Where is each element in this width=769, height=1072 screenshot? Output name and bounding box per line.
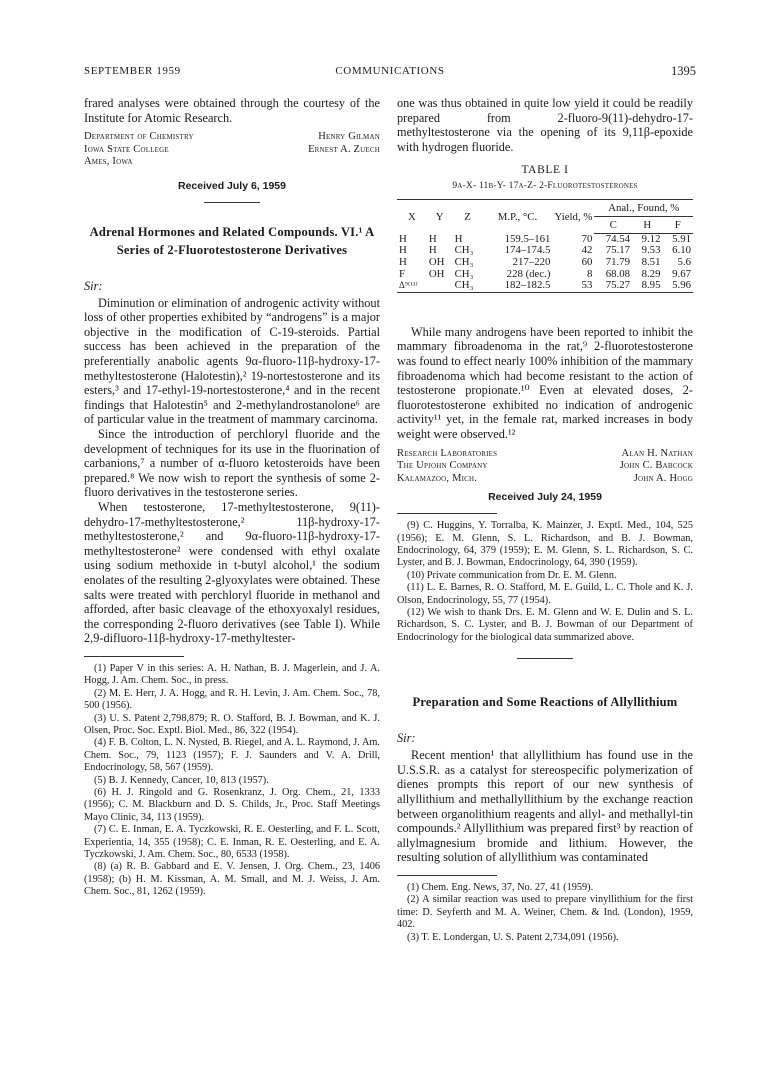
institution-line: Kalamazoo, Mich.	[397, 472, 478, 484]
footnote: (2) A similar reaction was used to prepare vinyllithium for the first time: D. Seyferth and M. A. Weiner, Chem. & Ind. (London), 1959, 402.	[397, 894, 693, 931]
table-cell	[427, 280, 453, 292]
header-section: COMMUNICATIONS	[335, 65, 445, 77]
table-cell: 8.51	[641, 256, 661, 269]
table-cell: 9.53	[641, 244, 661, 257]
table-cell: 68.08	[605, 267, 631, 280]
table-cell: 174–174.5	[504, 244, 551, 257]
author-name: John C. Babcock	[619, 460, 693, 472]
column-header: Y	[427, 199, 453, 233]
body-paragraph: When testosterone, 17-methyltestosterone, 9(11)-dehydro-17-methyltestosterone,² 11β-hydroxy-17-methyltestosterone,² and 9α-fluoro-11β-hydroxy-17-methyltestosterone² were condensed with ethyl oxalate using sodium methoxide in t-butyl alcohol,¹ the sodium enolates of the resulting 2-glyoxylates were obtained. These salts were treated with perchloryl fluoride in methanol and afforded, after basic cleavage of the ethoxyoxalyl residues, the corresponding 2-fluoro derivatives (see Table I). While 2,9-difluoro-11β-hydroxy-17-methyltester-	[84, 500, 380, 646]
institution-line: Iowa State College	[84, 143, 169, 155]
column-header: Yield, %	[552, 199, 594, 233]
received-date: Received July 6, 1959	[178, 179, 286, 192]
continued-text: one was thus obtained in quite low yield it could be readily prepared from 2-fluoro-9(11)-dehydro-17-methyltestosterone via the opening of its 9,11β-epoxide with hydrogen fluoride.	[397, 96, 693, 154]
author-name: John A. Hogg	[633, 472, 693, 484]
author-name: Ernest A. Zuech	[308, 143, 380, 155]
column-header: Z	[453, 199, 483, 233]
table-cell: H	[399, 256, 407, 269]
body-paragraph: Recent mention¹ that allyllithium has found use in the U.S.S.R. as a catalyst for stereospecific polymerization of dienes prompts this report of our new synthesis of allyllithium and methallyllithium by the exchange reaction between organolithium reagents and allyl- and methallyl-tin compounds.² Allyllithium was prepared first³ by reaction of allylmagnesium bromide and lithium. However, the resulting solution of allyllithium was contaminated	[397, 748, 693, 865]
footnote: (7) C. E. Inman, E. A. Tyczkowski, R. E. Oesterling, and F. L. Scott, Experientia, 14, 355 (1958); C. E. Inman, R. E. Oesterling, and E. A. Tyczkowski, J. Am. Chem. Soc., 80, 6533 (1958).	[84, 824, 380, 861]
table-cell: 159.5–161	[504, 232, 551, 245]
table-cell: 70	[581, 232, 593, 245]
author-name: Alan H. Nathan	[621, 447, 693, 459]
institution-block	[84, 131, 194, 169]
table-cell: 5.91	[672, 232, 691, 245]
table-title: TABLE I	[521, 164, 569, 177]
table-cell: H	[399, 232, 407, 245]
footnote-divider	[84, 656, 184, 657]
table-cell: 8.29	[641, 267, 661, 280]
table-cell: 42	[581, 244, 593, 257]
table-cell: CH₃	[453, 280, 483, 292]
table-row	[397, 257, 693, 269]
footnote: (12) We wish to thank Drs. E. M. Glenn and W. E. Dulin and S. L. Richardson, S. C. Lyster, and B. J. Bowman of our Department of Endocrinology for the biological data summarized above.	[397, 606, 693, 643]
table-cell: H	[428, 232, 437, 245]
table-cell: CH₃	[454, 267, 474, 280]
header-date: SEPTEMBER 1959	[84, 65, 181, 77]
footnote-divider	[397, 875, 497, 876]
institution-line: Department of Chemistry	[84, 131, 194, 143]
footnote: (3) T. E. Londergan, U. S. Patent 2,734,091 (1956).	[407, 931, 619, 943]
body-paragraph: Diminution or elimination of androgenic activity without loss of other properties exhibited by “androgens” is a major objective in the modification of C-19-steroids. Partial success has been achieved in the preparation of the preferentially anabolic agents 9α-fluoro-11β-hydroxy-17-methyltestosterone (Halotestin),² 19-nortestosterone and its esters,³ and 17-ethyl-19-nortestosterone,⁴ and in the recent findings that Halotestin⁵ and 2-methylandrostanolone⁶ are of particular value in the treatment of mammary carcinoma.	[84, 295, 380, 427]
footnote: (1) Paper V in this series: A. H. Nathan, B. J. Magerlein, and J. A. Hogg, J. Am. Chem. Soc., in press.	[84, 662, 380, 687]
right-column	[397, 96, 693, 944]
table-cell: H	[428, 244, 437, 257]
table-cell: 8.95	[632, 280, 662, 292]
running-head	[84, 65, 696, 81]
table-cell: 71.79	[605, 256, 631, 269]
section-divider	[204, 202, 260, 203]
continued-text: frared analyses were obtained through the courtesy of the Institute for Atomic Research.	[84, 96, 380, 125]
body-paragraph: While many androgens have been reported to inhibit the mammary fibroadenoma in the rat,⁹ 2-fluorotestosterone was found to effect nearly 100% inhibition of the mammary fibroadenoma which had become resistant to the action of testosterone propionate.¹⁰ Even at elevated doses, 2-fluorotestosterone exhibited no indication of androgenic activity¹¹ yet, in the female rat, marked increases in body weight were observed.¹²	[397, 324, 693, 441]
section-divider	[517, 658, 573, 659]
table-body	[397, 233, 693, 292]
table-cell: 53	[552, 280, 594, 292]
table-cell: 182–182.5	[482, 280, 552, 292]
table-cell: CH₃	[454, 256, 474, 269]
table-cell: Δ⁹⁽¹¹⁾	[397, 280, 427, 292]
column-header: M.P., °C.	[482, 199, 552, 233]
page-number: 1395	[671, 64, 696, 78]
table-cell: 9.12	[641, 232, 661, 245]
author-name: Henry Gilman	[318, 131, 380, 143]
table-cell: 5.6	[677, 256, 691, 269]
author-affiliation-gilman	[84, 131, 380, 169]
institution-line: Ames, Iowa	[84, 156, 133, 168]
table-cell: 74.54	[605, 232, 631, 245]
footnote: (5) B. J. Kennedy, Cancer, 10, 813 (1957).	[94, 774, 269, 786]
column-subheader: F	[662, 216, 693, 233]
table-cell: 6.10	[672, 244, 691, 257]
footnote: (3) U. S. Patent 2,798,879; R. O. Stafford, B. J. Bowman, and K. J. Olsen, Proc. Soc. Exptl. Biol. Med., 86, 322 (1954).	[84, 712, 380, 736]
table-cell: OH	[428, 256, 445, 269]
salutation: Sir:	[397, 731, 416, 746]
footnote-divider	[397, 513, 497, 514]
author-block	[620, 448, 693, 486]
salutation: Sir:	[84, 278, 103, 293]
column-subheader: H	[632, 216, 662, 233]
table-cell: H	[454, 232, 463, 245]
footnote: (11) L. E. Barnes, R. O. Stafford, M. E. Guild, L. C. Thole and K. J. Olson, Endocrinology, 55, 77 (1954).	[397, 582, 693, 606]
table-cell: 9.67	[672, 267, 691, 280]
institution-line: Research Laboratories	[397, 447, 498, 459]
table-cell: 75.17	[605, 244, 631, 257]
author-block	[308, 131, 380, 169]
table-cell: 60	[581, 256, 593, 269]
table-cell: H	[399, 244, 407, 257]
article-title: Adrenal Hormones and Related Compounds. VI.¹ A Series of 2-Fluorotestosterone Derivatives	[89, 224, 375, 257]
table-cell: 8	[587, 267, 593, 280]
column-header: Anal., Found, %	[594, 199, 693, 216]
author-affiliation-nathan	[397, 448, 693, 486]
table-row	[397, 280, 693, 292]
table-cell: OH	[428, 267, 445, 280]
data-table	[397, 199, 693, 293]
column-subheader: C	[594, 216, 632, 233]
footnotes	[397, 882, 693, 944]
table-cell: 5.96	[662, 280, 693, 292]
footnote: (9) C. Huggins, Y. Torralba, K. Mainzer, J. Exptl. Med., 104, 525 (1956); E. M. Glenn, S. L. Richardson, and B. J. Bowman, Endocrinology, 64, 379 (1959); E. M. Glenn, S. L. Richardson, S. C. Lyster, and B. J. Bowman, Endocrinology, 64, 390 (1959).	[397, 520, 693, 569]
left-column	[84, 96, 380, 899]
footnote: (2) M. E. Herr, J. A. Hogg, and R. H. Levin, J. Am. Chem. Soc., 78, 500 (1956).	[84, 687, 380, 712]
footnotes	[84, 663, 380, 899]
table-cell: 75.27	[594, 280, 632, 292]
institution-block	[397, 448, 497, 486]
received-date: Received July 24, 1959	[488, 491, 602, 504]
table-subtitle: 9α-X- 11β-Y- 17α-Z- 2-Fluorotestosterones	[452, 181, 638, 192]
table-cell: 217–220	[512, 256, 551, 269]
table-cell: 228 (dec.)	[506, 267, 551, 280]
footnote: (4) F. B. Colton, L. N. Nysted, B. Riegel, and A. L. Raymond, J. Am. Chem. Soc., 79, 1123 (1957); F. J. Saunders and V. A. Drill, Endocrinology, 58, 567 (1959).	[84, 737, 380, 774]
table-cell: CH₃	[454, 244, 474, 257]
column-header: X	[397, 199, 427, 233]
footnote: (6) H. J. Ringold and G. Rosenkranz, J. Org. Chem., 21, 1333 (1956); C. M. Blackburn and D. S. Childs, Jr., Proc. Staff Meetings Mayo Clinic, 34, 113 (1959).	[84, 787, 380, 823]
footnote: (8) (a) R. B. Gabbard and E. V. Jensen, J. Org. Chem., 23, 1406 (1958); (b) H. M. Kissman, A. M. Small, and M. J. Weiss, J. Am. Chem. Soc., 81, 1262 (1959).	[84, 861, 380, 898]
institution-line: The Upjohn Company	[397, 460, 488, 472]
footnotes	[397, 520, 693, 644]
article-title: Preparation and Some Reactions of Allyllithium	[412, 695, 678, 710]
footnote: (1) Chem. Eng. News, 37, No. 27, 41 (1959).	[407, 881, 594, 893]
body-paragraph: Since the introduction of perchloryl fluoride and the development of techniques for its use in the fluorination of carbanions,⁷ a number of α-fluoro ketosteroids have been prepared.⁸ We now wish to report the synthesis of some 2-fluoro derivatives in the testosterone series.	[84, 427, 380, 500]
table-cell: F	[399, 267, 406, 280]
footnote: (10) Private communication from Dr. E. M. Glenn.	[407, 569, 617, 581]
